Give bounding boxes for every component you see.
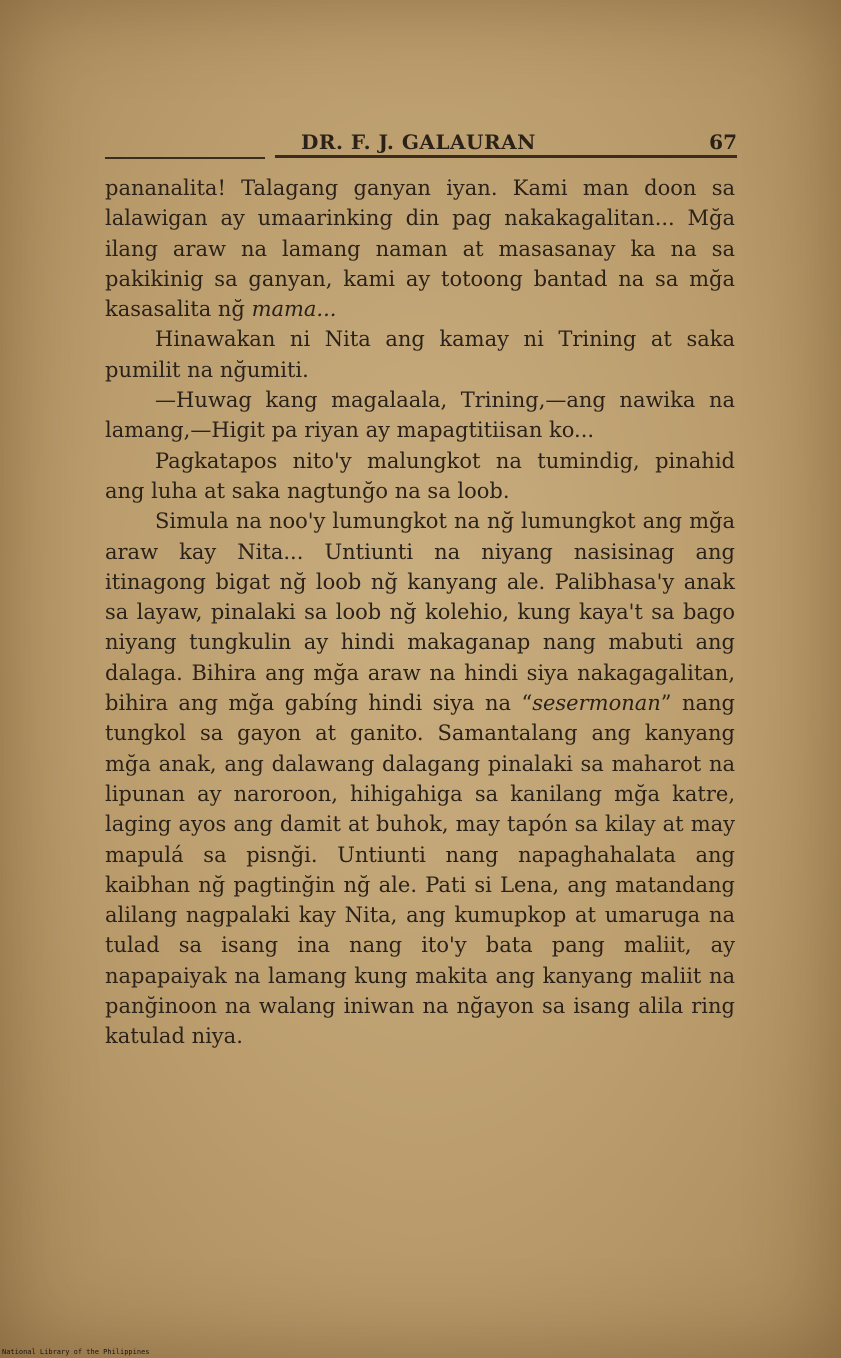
paragraph xyxy=(105,173,735,324)
paragraph-text: pananalita! Talagang ganyan iyan. Kami man doon sa lalawigan ay umaarinking din pag nakakagalitan... Mğa ilang araw na lamang naman at masasanay ka na sa pakikinig sa ganyan, kami ay totoong bantad na sa mğa kasasalita nğ xyxy=(105,176,735,322)
body-text xyxy=(105,173,735,1052)
paragraph xyxy=(105,385,735,446)
running-title: DR. F. J. GALAURAN xyxy=(301,130,536,154)
paragraph xyxy=(105,324,735,385)
paragraph-text-continued: ” nang tungkol sa gayon at ganito. Samantalang ang kanyang mğa anak, ang dalawang dalagang pinalaki sa maharot na lipunan ay naroroon, hihigahiga sa kanilang mğa katre, laging ayos ang damit at buhok, may tapón sa kilay at may mapulá sa pisnği. Untiunti nang napaghahalata ang kaibhan nğ pagtinğin nğ ale. Pati si Lena, ang matandang alilang nagpalaki kay Nita, ang kumupkop at umaruga na tulad sa isang ina nang ito'y bata pang maliit, ay napapaiyak na lamang kung makita ang kanyang maliit na panğinoon na walang iniwan na nğayon sa isang alila ring katulad niya. xyxy=(105,691,735,1049)
italic-word: mama... xyxy=(251,297,337,322)
header-rule-left xyxy=(105,157,265,159)
paragraph xyxy=(105,446,735,507)
library-credit: National Library of the Philippines xyxy=(2,1348,150,1356)
paragraph xyxy=(105,506,735,1051)
italic-word: sesermonan xyxy=(532,691,661,716)
header-rule-right xyxy=(275,155,737,158)
page-number: 67 xyxy=(709,130,737,154)
paragraph-text: —Huwag kang magalaala, Trining,—ang nawika na lamang,—Higit pa riyan ay mapagtitiisan ko... xyxy=(105,388,735,443)
paragraph-text: Simula na noo'y lumungkot na nğ lumungkot ang mğa araw kay Nita... Untiunti na niyang nasisinag ang itinagong bigat nğ loob nğ kanyang ale. Palibhasa'y anak sa layaw, pinalaki sa loob nğ kolehio, kung kaya't sa bago niyang tungkulin ay hindi makaganap nang mabuti ang dalaga. Bihira ang mğa araw na hindi siya nakagagalitan, bihira ang mğa gabíng hindi siya na “ xyxy=(105,509,735,716)
paragraph-text: Pagkatapos nito'y malungkot na tumindig, pinahid ang luha at saka nagtunğo na sa loob. xyxy=(105,448,735,503)
running-header xyxy=(105,130,737,160)
paragraph-text: Hinawakan ni Nita ang kamay ni Trining at saka pumilit na nğumiti. xyxy=(105,327,735,382)
